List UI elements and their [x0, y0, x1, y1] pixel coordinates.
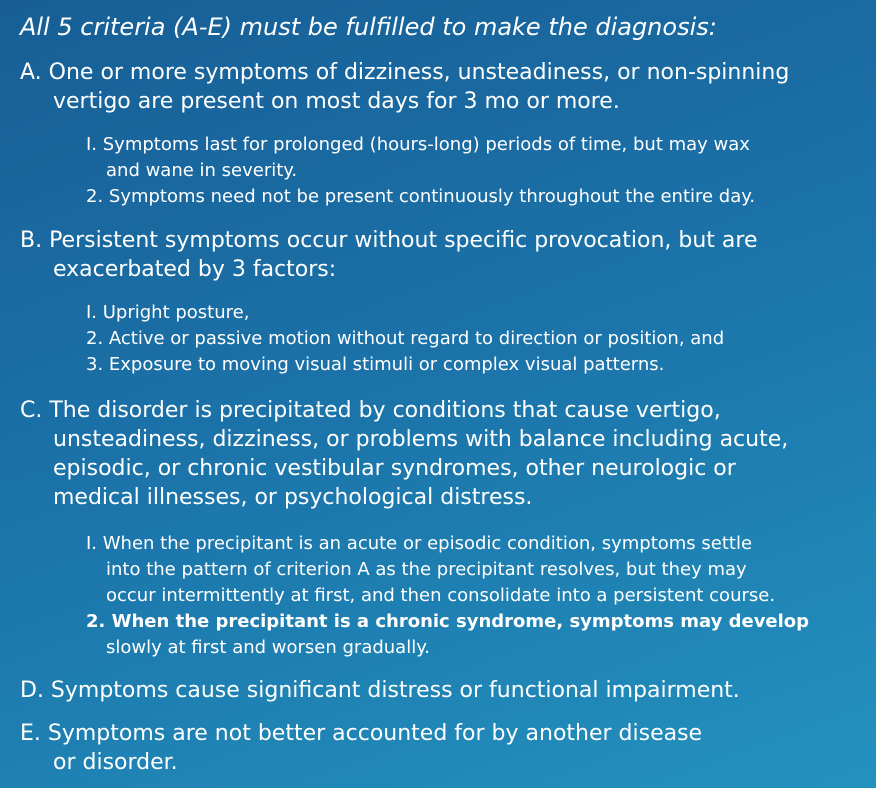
criterion-e-line-2: or disorder. — [53, 750, 178, 775]
criterion-c — [20, 396, 860, 512]
criterion-a-sub-1-line-2: and wane in severity. — [106, 160, 298, 181]
criterion-e — [20, 719, 860, 777]
criterion-b-line-1: B. Persistent symptoms occur without specific provocation, but are — [20, 228, 758, 253]
criterion-b-subitems — [86, 300, 866, 378]
criterion-e-line-1: E. Symptoms are not better accounted for by another disease — [20, 721, 703, 746]
criterion-c-sub-1-line-2: into the pattern of criterion A as the precipitant resolves, but they may — [106, 559, 747, 580]
criterion-c-subitems — [86, 531, 866, 661]
criterion-b-sub-1: I. Upright posture, — [86, 302, 250, 323]
criterion-b-sub-2: 2. Active or passive motion without regard to direction or position, and — [86, 328, 725, 349]
criterion-a-line-1: A. One or more symptoms of dizziness, unsteadiness, or non-spinning — [20, 60, 790, 85]
criterion-c-line-2: unsteadiness, dizziness, or problems with balance including acute, — [53, 427, 789, 452]
criterion-b — [20, 226, 860, 284]
criterion-c-line-4: medical illnesses, or psychological distress. — [53, 485, 533, 510]
criterion-c-line-1: C. The disorder is precipitated by conditions that cause vertigo, — [20, 398, 721, 423]
criterion-a-line-2: vertigo are present on most days for 3 mo or more. — [53, 89, 620, 114]
criterion-a-sub-1-line-1: I. Symptoms last for prolonged (hours-long) periods of time, but may wax — [86, 134, 750, 155]
criterion-d — [20, 676, 860, 705]
criterion-c-sub-2-line-2: slowly at first and worsen gradually. — [106, 637, 431, 658]
criterion-d-line-1: D. Symptoms cause significant distress or functional impairment. — [20, 678, 740, 703]
slide-title: All 5 criteria (A-E) must be fulfilled to make the diagnosis: — [20, 13, 717, 41]
criterion-a — [20, 58, 860, 116]
criterion-c-sub-1-line-1: I. When the precipitant is an acute or episodic condition, symptoms settle — [86, 533, 753, 554]
criterion-a-subitems — [86, 132, 866, 210]
criterion-c-sub-2-line-1: 2. When the precipitant is a chronic syndrome, symptoms may develop — [86, 611, 810, 632]
criterion-b-sub-3: 3. Exposure to moving visual stimuli or complex visual patterns. — [86, 354, 665, 375]
criterion-c-sub-1-line-3: occur intermittently at first, and then consolidate into a persistent course. — [106, 585, 776, 606]
criterion-b-line-2: exacerbated by 3 factors: — [53, 257, 337, 282]
criterion-a-sub-2-line-1: 2. Symptoms need not be present continuously throughout the entire day. — [86, 186, 756, 207]
criterion-c-line-3: episodic, or chronic vestibular syndromes, other neurologic or — [53, 456, 736, 481]
